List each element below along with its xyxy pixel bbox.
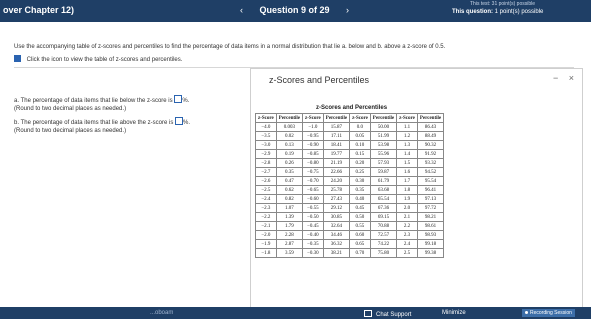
table-cell: 0.55	[350, 222, 371, 231]
table-header-row	[256, 114, 444, 123]
table-cell: 1.6	[397, 168, 418, 177]
table-cell: 2.87	[276, 240, 302, 249]
table-header-cell: z-Score	[397, 114, 418, 123]
next-question-icon[interactable]: ›	[346, 5, 350, 15]
table-cell: 25.78	[323, 186, 349, 195]
table-cell: 1.4	[397, 150, 418, 159]
question-label: Question 9 of 29	[259, 5, 330, 15]
table-row	[256, 141, 444, 150]
table-cell: 0.25	[350, 168, 371, 177]
table-row	[256, 123, 444, 132]
table-cell: 0.62	[276, 186, 302, 195]
table-cell: −2.8	[256, 159, 277, 168]
table-cell: 0.15	[350, 150, 371, 159]
table-row	[256, 231, 444, 240]
table-body	[256, 123, 444, 258]
table-cell: −0.65	[303, 186, 324, 195]
table-row	[256, 168, 444, 177]
table-cell: −2.6	[256, 177, 277, 186]
table-header-cell: z-Score	[350, 114, 371, 123]
chat-support-button[interactable]	[364, 310, 411, 318]
table-cell: 2.1	[397, 213, 418, 222]
table-row	[256, 204, 444, 213]
table-cell: 67.36	[370, 204, 396, 213]
table-cell: 0.26	[276, 159, 302, 168]
table-cell: −0.35	[303, 240, 324, 249]
table-cell: 1.9	[397, 195, 418, 204]
table-header-cell: Percentile	[417, 114, 443, 123]
table-cell: 2.3	[397, 231, 418, 240]
table-cell: 75.80	[370, 249, 396, 258]
table-row	[256, 240, 444, 249]
question-instructions: Use the accompanying table of z-scores and percentiles to find the percentage of data items in a normal distribution that lie a. below and b. above a z-score of 0.5.	[14, 44, 446, 50]
table-cell: 2.5	[397, 249, 418, 258]
table-header-cell: Percentile	[370, 114, 396, 123]
table-cell: 98.93	[417, 231, 443, 240]
table-cell: −4.0	[256, 123, 277, 132]
bottom-bar	[0, 307, 591, 319]
popup-title: z-Scores and Percentiles	[269, 75, 370, 85]
close-icon[interactable]: ×	[568, 73, 574, 83]
table-header-cell: Percentile	[323, 114, 349, 123]
table-cell: 3.59	[276, 249, 302, 258]
table-cell: 18.41	[323, 141, 349, 150]
table-cell: −1.0	[303, 123, 324, 132]
course-title: over Chapter 12)	[3, 5, 75, 15]
prev-question-icon[interactable]: ‹	[240, 5, 243, 15]
table-cell: −2.0	[256, 231, 277, 240]
table-cell: 96.41	[417, 186, 443, 195]
table-cell: 19.77	[323, 150, 349, 159]
table-cell: 2.28	[276, 231, 302, 240]
table-cell: 0.19	[276, 150, 302, 159]
part-b-text: b. The percentage of data items that lie above the z-score is	[14, 120, 174, 126]
table-cell: 0.30	[350, 177, 371, 186]
table-icon[interactable]	[14, 55, 21, 62]
table-row	[256, 195, 444, 204]
table-header-cell: Percentile	[276, 114, 302, 123]
table-cell: 0.10	[350, 141, 371, 150]
table-row	[256, 213, 444, 222]
minimize-label: Minimize	[442, 310, 466, 316]
table-cell: 0.65	[350, 240, 371, 249]
recording-label: Recording Session	[530, 310, 572, 316]
table-cell: −2.3	[256, 204, 277, 213]
table-cell: 74.22	[370, 240, 396, 249]
table-cell: 0.02	[276, 132, 302, 141]
hint-text: Click the icon to view the table of z-scores and percentiles.	[26, 57, 183, 63]
table-cell: 29.12	[323, 204, 349, 213]
part-b-round-note: (Round to two decimal places as needed.)	[14, 128, 127, 134]
table-cell: 95.54	[417, 177, 443, 186]
table-cell: 30.85	[323, 213, 349, 222]
table-cell: −2.7	[256, 168, 277, 177]
table-cell: −3.5	[256, 132, 277, 141]
recording-badge	[522, 309, 575, 317]
table-cell: 72.57	[370, 231, 396, 240]
table-cell: 99.18	[417, 240, 443, 249]
part-a-suffix: %.	[182, 98, 190, 104]
part-b	[14, 117, 190, 135]
table-cell: −0.30	[303, 249, 324, 258]
table-cell: −0.50	[303, 213, 324, 222]
table-cell: 1.1	[397, 123, 418, 132]
table-cell: −0.80	[303, 159, 324, 168]
table-hint[interactable]	[14, 55, 182, 63]
table-cell: −0.75	[303, 168, 324, 177]
table-cell: 2.0	[397, 204, 418, 213]
table-cell: 0.13	[276, 141, 302, 150]
table-cell: −0.40	[303, 231, 324, 240]
table-cell: 0.05	[350, 132, 371, 141]
minimize-button[interactable]	[442, 310, 466, 316]
table-cell: 0.35	[276, 168, 302, 177]
table-cell: 91.92	[417, 150, 443, 159]
table-cell: 17.11	[323, 132, 349, 141]
part-b-answer-input[interactable]	[175, 117, 183, 125]
table-cell: 1.3	[397, 141, 418, 150]
question-points	[452, 9, 543, 15]
table-cell: 53.98	[370, 141, 396, 150]
table-row	[256, 249, 444, 258]
table-cell: 63.68	[370, 186, 396, 195]
table-row	[256, 159, 444, 168]
table-cell: −0.60	[303, 195, 324, 204]
table-cell: 86.43	[417, 123, 443, 132]
table-cell: 1.79	[276, 222, 302, 231]
table-cell: −0.95	[303, 132, 324, 141]
table-cell: 0.40	[350, 195, 371, 204]
table-cell: 27.43	[323, 195, 349, 204]
table-cell: 0.82	[276, 195, 302, 204]
table-cell: 24.20	[323, 177, 349, 186]
table-cell: 90.32	[417, 141, 443, 150]
table-header-cell: z-Score	[303, 114, 324, 123]
part-a	[14, 95, 189, 113]
table-row	[256, 222, 444, 231]
table-cell: 1.7	[397, 177, 418, 186]
table-cell: 2.2	[397, 222, 418, 231]
table-cell: 97.72	[417, 204, 443, 213]
table-cell: 50.00	[370, 123, 396, 132]
table-cell: 1.07	[276, 204, 302, 213]
z-score-popup	[250, 68, 583, 310]
test-points: This test: 31 point(s) possible	[470, 1, 536, 7]
table-cell: 32.64	[323, 222, 349, 231]
table-cell: −0.85	[303, 150, 324, 159]
table-cell: 34.46	[323, 231, 349, 240]
table-cell: 94.52	[417, 168, 443, 177]
table-cell: 0.20	[350, 159, 371, 168]
table-cell: 57.93	[370, 159, 396, 168]
table-cell: 59.87	[370, 168, 396, 177]
table-cell: −0.55	[303, 204, 324, 213]
table-cell: 99.38	[417, 249, 443, 258]
table-cell: 65.54	[370, 195, 396, 204]
part-b-suffix: %.	[183, 120, 191, 126]
minimize-icon[interactable]: −	[552, 73, 559, 83]
table-row	[256, 150, 444, 159]
table-cell: 88.49	[417, 132, 443, 141]
table-cell: −3.0	[256, 141, 277, 150]
question-navigator	[226, 5, 363, 15]
chat-label: Chat Support	[376, 312, 412, 318]
table-cell: 1.8	[397, 186, 418, 195]
table-cell: 0.47	[276, 177, 302, 186]
record-dot-icon	[525, 311, 528, 314]
table-caption: z-Scores and Percentiles	[316, 105, 388, 111]
table-cell: −0.90	[303, 141, 324, 150]
table-header-cell: z-Score	[256, 114, 277, 123]
table-cell: −2.2	[256, 213, 277, 222]
question-points-label: This question:	[452, 9, 493, 15]
table-cell: 0.60	[350, 231, 371, 240]
table-cell: 22.66	[323, 168, 349, 177]
table-cell: −1.9	[256, 240, 277, 249]
table-cell: −2.9	[256, 150, 277, 159]
table-cell: −0.70	[303, 177, 324, 186]
table-cell: 0.0	[350, 123, 371, 132]
table-cell: 0.70	[350, 249, 371, 258]
table-cell: −2.5	[256, 186, 277, 195]
table-cell: 1.39	[276, 213, 302, 222]
table-cell: 70.88	[370, 222, 396, 231]
table-cell: −2.1	[256, 222, 277, 231]
table-cell: 1.2	[397, 132, 418, 141]
table-cell: 69.15	[370, 213, 396, 222]
table-cell: 15.87	[323, 123, 349, 132]
chat-icon	[364, 310, 372, 317]
part-a-round-note: (Round to two decimal places as needed.)	[14, 106, 127, 112]
table-cell: 1.5	[397, 159, 418, 168]
question-points-value: 1 point(s) possible	[494, 9, 544, 15]
top-bar	[0, 0, 591, 22]
table-cell: 0.45	[350, 204, 371, 213]
table-cell: 97.13	[417, 195, 443, 204]
table-cell: 51.99	[370, 132, 396, 141]
table-row	[256, 132, 444, 141]
table-row	[256, 186, 444, 195]
table-cell: 98.21	[417, 213, 443, 222]
table-cell: 2.4	[397, 240, 418, 249]
table-cell: 0.003	[276, 123, 302, 132]
table-row	[256, 177, 444, 186]
table-cell: 61.79	[370, 177, 396, 186]
bottom-left-text: ...oboam	[150, 310, 174, 316]
table-cell: 38.21	[323, 249, 349, 258]
table-cell: 98.61	[417, 222, 443, 231]
table-cell: −2.4	[256, 195, 277, 204]
table-cell: 55.96	[370, 150, 396, 159]
table-cell: 21.19	[323, 159, 349, 168]
table-cell: 0.50	[350, 213, 371, 222]
table-cell: 36.32	[323, 240, 349, 249]
table-cell: −0.45	[303, 222, 324, 231]
part-a-text: a. The percentage of data items that lie below the z-score is	[14, 98, 173, 104]
table-cell: −1.8	[256, 249, 277, 258]
table-cell: 93.32	[417, 159, 443, 168]
z-score-table	[255, 113, 444, 258]
table-cell: 0.35	[350, 186, 371, 195]
popup-controls	[545, 73, 574, 83]
